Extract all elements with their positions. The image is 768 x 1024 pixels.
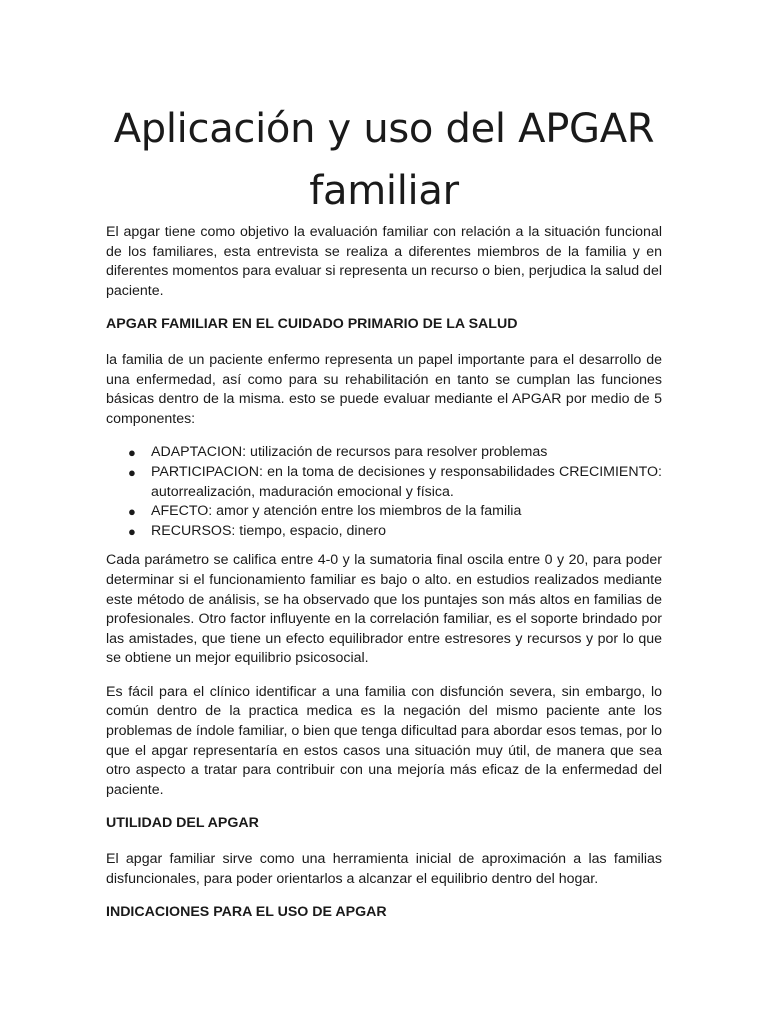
list-item <box>106 522 662 542</box>
bullet-icon: ● <box>128 445 136 461</box>
section-heading-utility: UTILIDAD DEL APGAR <box>106 815 259 832</box>
document-body <box>106 223 662 939</box>
utility-paragraph: El apgar familiar sirve como una herramienta inicial de aproximación a las familias disfuncionales, para poder orientarlos a alcanzar el equilibrio dentro del hogar. <box>106 851 662 887</box>
list-item-text: ADAPTACION: utilización de recursos para resolver problemas <box>151 444 548 461</box>
apgar-components-list <box>106 443 662 541</box>
bullet-icon: ● <box>128 464 136 480</box>
list-item-text: PARTICIPACION: en la toma de decisiones y responsabilidades CRECIMIENTO: autorrealización, maduración emocional y física. <box>151 463 662 500</box>
primary-care-paragraph: la familia de un paciente enfermo representa un papel importante para el desarrollo de una enfermedad, así como para su rehabilitación en tanto se cumplan las funciones básicas dentro de la misma. esto se puede evaluar mediante el APGAR por medio de 5 componentes: <box>106 351 662 427</box>
bullet-icon: ● <box>128 523 136 539</box>
intro-paragraph: El apgar tiene como objetivo la evaluación familiar con relación a la situación funcional de los familiares, esta entrevista se realiza a diferentes miembros de la familia y en diferentes momentos para evaluar si representa un recurso o bien, perjudica la salud del paciente. <box>106 224 662 299</box>
page-title: Aplicación y uso del APGAR familiar <box>113 106 655 214</box>
section-heading-primary-care: APGAR FAMILIAR EN EL CUIDADO PRIMARIO DE LA SALUD <box>106 316 518 333</box>
list-item <box>106 463 662 502</box>
list-item-text: AFECTO: amor y atención entre los miembros de la familia <box>151 503 522 520</box>
list-item <box>106 502 662 522</box>
list-item <box>106 443 662 463</box>
bullet-icon: ● <box>128 504 136 520</box>
section-heading-indications: INDICACIONES PARA EL USO DE APGAR <box>106 904 387 921</box>
list-item-text: RECURSOS: tiempo, espacio, dinero <box>151 522 386 539</box>
clinical-paragraph: Es fácil para el clínico identificar a una familia con disfunción severa, sin embargo, lo común dentro de la practica medica es la negación del mismo paciente ante los problemas de índole familiar, o bien que tenga dificultad para abordar esos temas, por lo que el apgar representaría en estos casos una situación muy útil, de manera que sea otro aspecto a tratar para contribuir con una mejoría más eficaz de la enfermedad del paciente. <box>106 683 663 798</box>
scoring-paragraph: Cada parámetro se califica entre 4-0 y la sumatoria final oscila entre 0 y 20, para poder determinar si el funcionamiento familiar es bajo o alto. en estudios realizados mediante este método de análisis, se ha observado que los puntajes son más altos en familias de profesionales. Otro factor influyente en la correlación familiar, es el soporte brindado por las amistades, que tiene un efecto equilibrador entre estresores y recursos y por lo que se obtiene un mejor equilibrio psicosocial. <box>106 552 662 667</box>
